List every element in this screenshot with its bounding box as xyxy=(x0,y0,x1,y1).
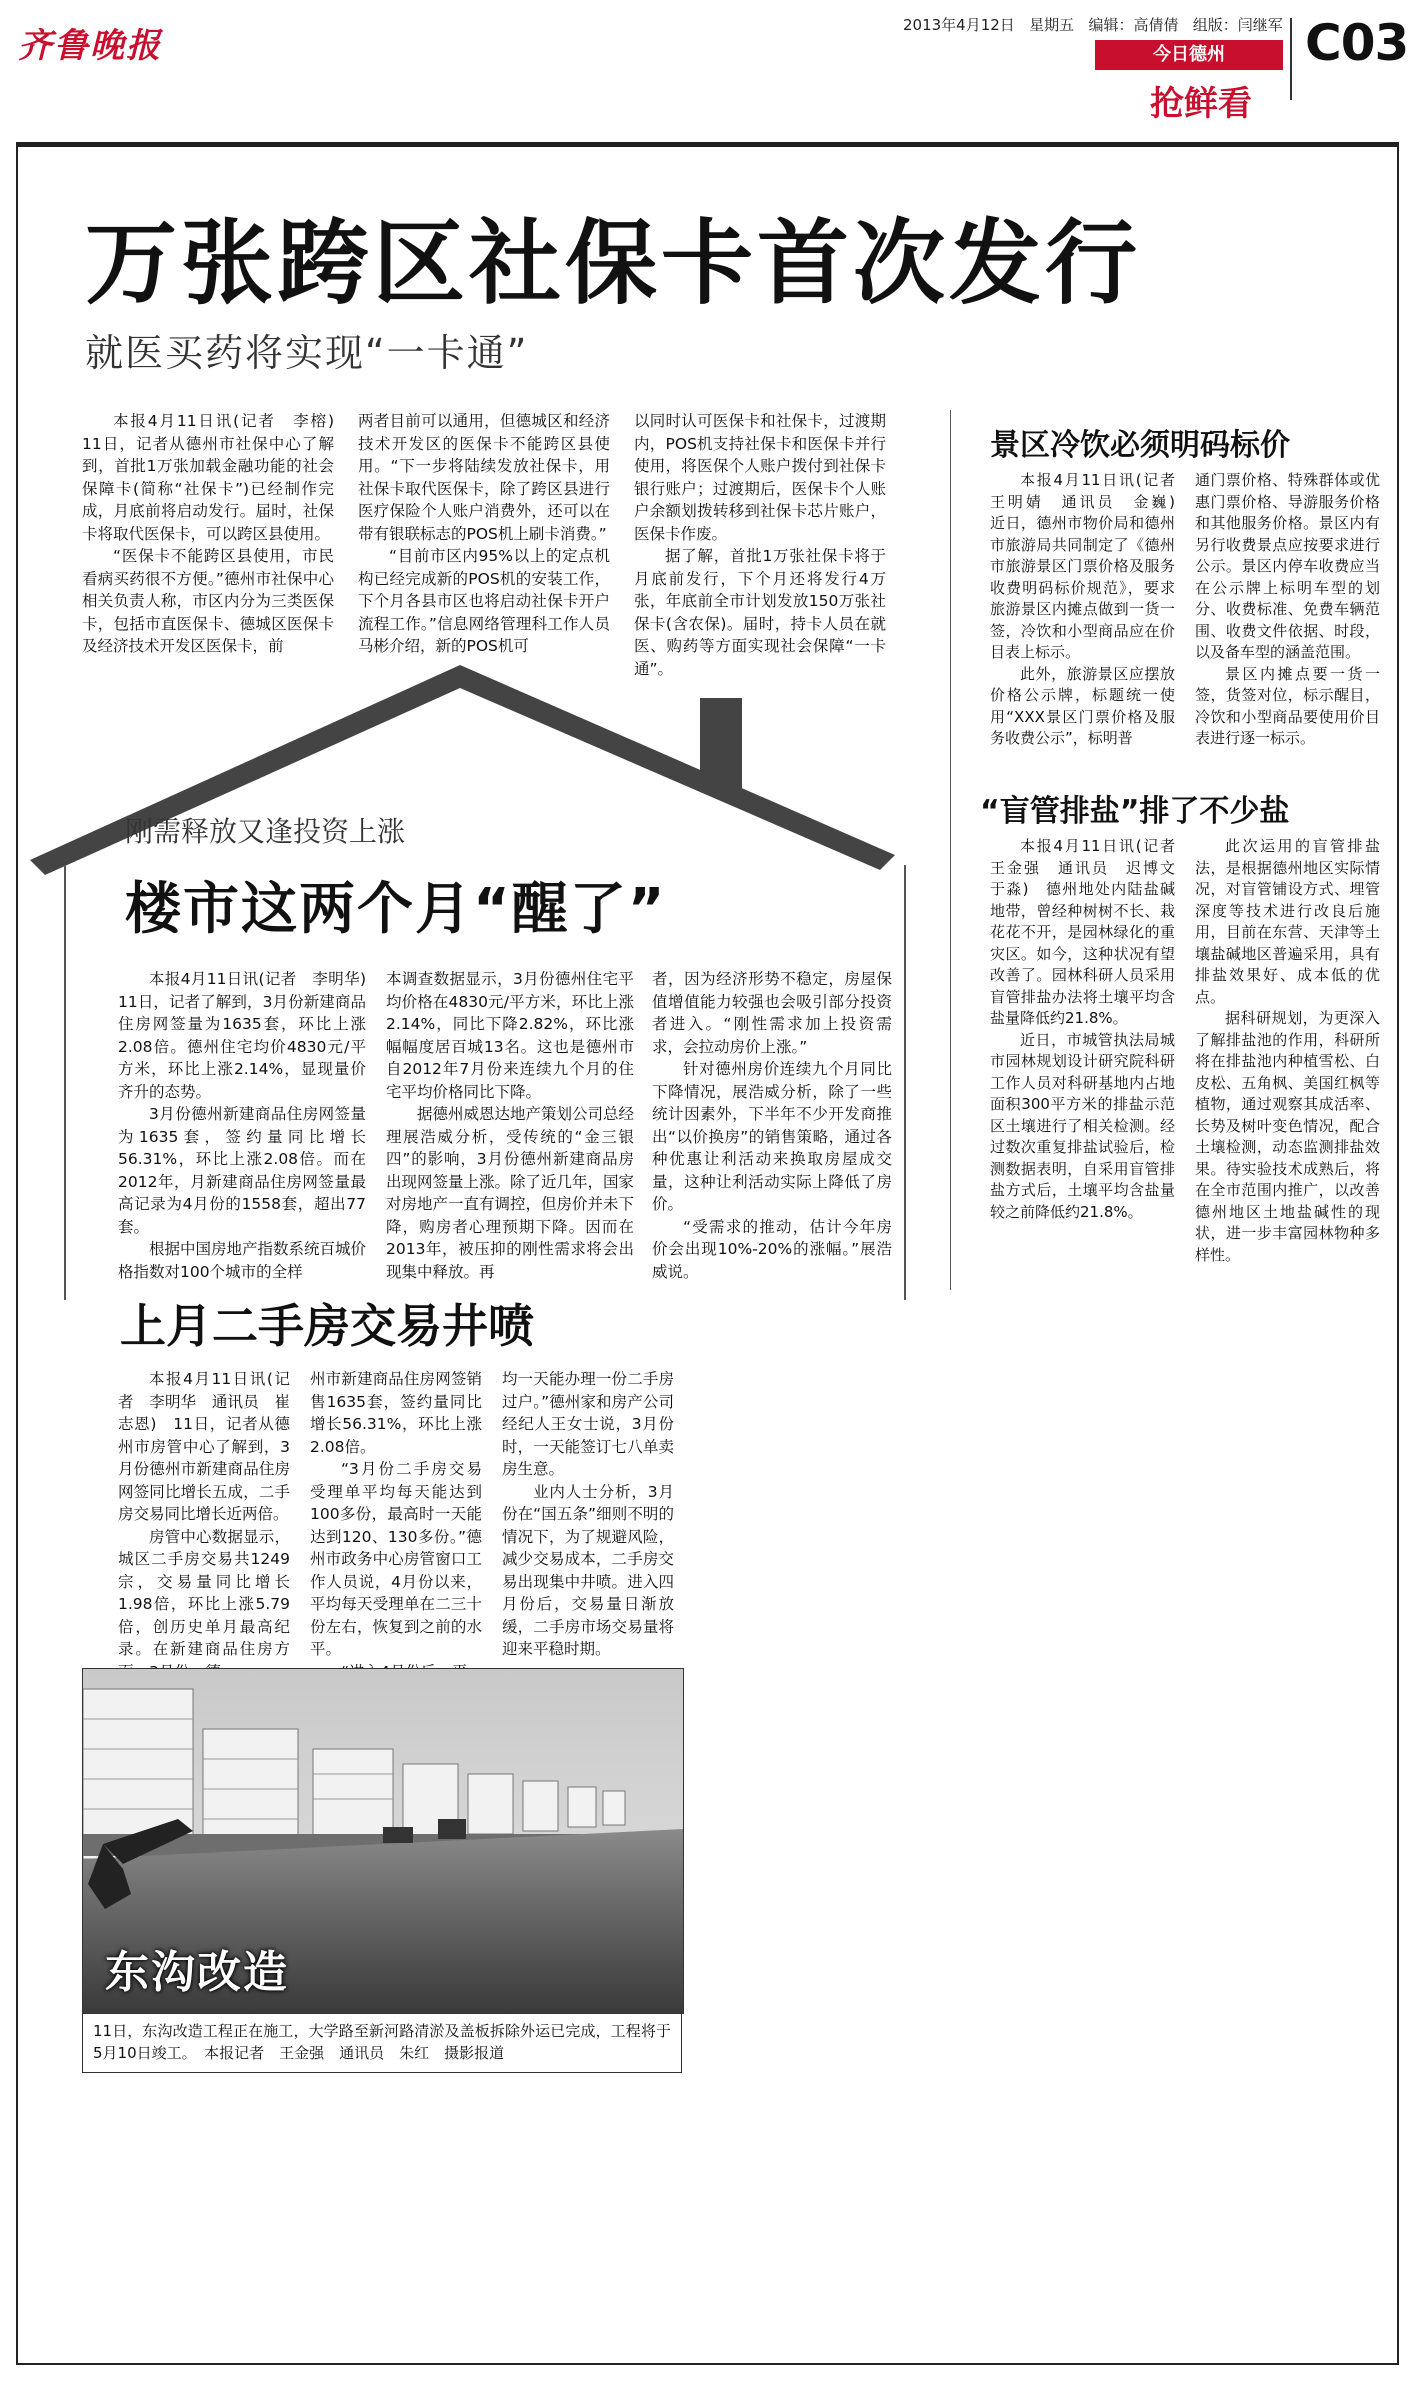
sidebar1-column-2 xyxy=(1195,470,1380,750)
paragraph: 据了解，首批1万张社保卡将于月底前发行，下个月还将发行4万张，年底前全市计划发放150万张社保卡(含农保)。届时，持卡人员在就医、购药等方面实现社会保障“一卡通”。 xyxy=(634,547,886,678)
issue-weekday: 星期五 xyxy=(1029,16,1075,34)
paragraph: 本报4月11日讯(记者 王明婧 通讯员 金巍) 近日，德州市物价局和德州市旅游局共同制定了《德州市旅游景区门票价格及服务收费明码标价规范》，要求旅游景区内摊点做到一货一签，冷饮和小型商品应在价目表上标示。 xyxy=(990,471,1191,661)
paragraph: 本报4月11日讯(记者 李榕) 11日，记者从德州市社保中心了解到，首批1万张加载金融功能的社会保障卡(简称“社保卡”)已经制作完成，月底前将启动发行。届时，社保卡将取代医保卡，可以跨区县使用。 xyxy=(82,412,350,543)
page-number: C03 xyxy=(1305,14,1409,72)
lead-headline: 万张跨区社保卡首次发行 xyxy=(85,210,1142,317)
issue-meta xyxy=(903,14,1283,35)
paragraph: 均一天能办理一份二手房过户。”德州家和房产公司经纪人王女士说，3月份时，一天能签订七八单卖房生意。 xyxy=(502,1370,674,1478)
section-badge: 今日德州 xyxy=(1095,40,1283,70)
paragraph: “3月份二手房交易受理单平均每天能达到100多份，最高时一天能达到120、130多份。”德州市政务中心房管窗口工作人员说，4月份以来，平均每天受理单在二三十份左右，恢复到之前的水平。 xyxy=(310,1460,482,1658)
paragraph: 通门票价格、特殊群体或优惠门票价格、导游服务价格和其他服务价格。景区内有另行收费景点应按要求进行公示。景区内停车收费应当在公示牌上标明车型的划分、收费标准、免费车辆范围、收费文件依据、时段，以及备车型的涵盖范围。 xyxy=(1195,471,1380,661)
paragraph: 景区内摊点要一货一签，货签对位，标示醒目，冷饮和小型商品要使用价目表进行逐一标示。 xyxy=(1195,664,1380,747)
photo-title: 东沟改造 xyxy=(105,1947,289,1998)
paragraph: 业内人士分析，3月份在“国五条”细则不明的情况下，为了规避风险，减少交易成本，二手房交易出现集中井喷。进入四月份后，交易量日渐放缓，二手房市场交易量将迎来平稳时期。 xyxy=(502,1482,674,1658)
secondhand-column-1 xyxy=(118,1368,290,1683)
sidebar1-column-1 xyxy=(990,470,1191,750)
layout-credit: 组版：闫继军 xyxy=(1192,16,1283,34)
paragraph: 根据中国房地产指数系统百城价格指数对100个城市的全样 xyxy=(118,1240,367,1281)
paragraph: 此外，旅游景区应摆放价格公示牌，标题统一使用“XXX景区门票价格及服务收费公示”，标明普 xyxy=(990,664,1175,747)
lead-column-3 xyxy=(634,410,886,680)
paragraph: 据科研规划，为更深入了解排盐池的作用，科研所将在排盐池内种植雪松、白皮松、五角枫、美国红枫等植物，通过观察其成活率、长势及树叶变色情况，配合土壤检测，动态监测排盐效果。待实验技术成熟后，将在全市范围内推广，以改善德州地区土地盐碱性的现状，进一步丰富园林物种多样性。 xyxy=(1195,1009,1380,1264)
chimney-icon xyxy=(700,698,742,788)
housing-column-2 xyxy=(386,968,634,1283)
photo-caption: 11日，东沟改造工程正在施工，大学路至新河路清淤及盖板拆除外运已完成，工程将于5月10日竣工。 本报记者 王金强 通讯员 朱红 摄影报道 xyxy=(82,2012,682,2073)
paragraph: 3月份德州新建商品住房网签量为1635套，签约量同比增长56.31%，环比上涨2.08倍。而在2012年，月新建商品住房网签量最高记录为4月份的1558套，超出77套。 xyxy=(118,1105,366,1236)
paragraph: 者，因为经济形势不稳定，房屋保值增值能力较强也会吸引部分投资者进入。“刚性需求加上投资需求，会拉动房价上涨。” xyxy=(652,970,892,1056)
paragraph: 针对德州房价连续九个月同比下降情况，展浩威分析，除了一些统计因素外，下半年不少开发商推出“以价换房”的销售策略，通过各种优惠让利活动来换取房屋成交量，这种让利活动实际上降低了房价。 xyxy=(652,1060,892,1213)
paragraph: 州市新建商品住房网签销售1635套，签约量同比增长56.31%，环比上涨2.08倍。 xyxy=(310,1370,482,1456)
sidebar2-headline: “盲管排盐”排了不少盐 xyxy=(980,794,1290,829)
paragraph: 此次运用的盲管排盐法，是根据德州地区实际情况，对盲管铺设方式、埋管深度等技术进行改良后施用，目前在东营、天津等土壤盐碱地区普遍采用，具有排盐效果好、成本低的优点。 xyxy=(1195,837,1380,1006)
paragraph: 本报4月11日讯(记者 李明华 通讯员 崔志恩) 11日，记者从德州市房管中心了解到，3月份德州市新建商品住房网签同比增长五成，二手房交易同比增长近两倍。 xyxy=(118,1370,290,1523)
sidebar2-column-1 xyxy=(990,836,1191,1223)
secondhand-column-3 xyxy=(502,1368,674,1661)
sidebar2-column-2 xyxy=(1195,836,1380,1266)
paragraph: 近日，市城管执法局城市园林规划设计研究院科研工作人员对科研基地内占地面积300平方米的排盐示范区土壤进行了相关检测。经过数次重复排盐试验后，检测数据表明，自采用盲管排盐方式后，土壤平均含盐量较之前降低约21.8%。 xyxy=(990,1030,1175,1221)
housing-headline: 楼市这两个月“醒了” xyxy=(125,877,667,942)
paragraph: “受需求的推动，估计今年房价会出现10%-20%的涨幅。”展浩威说。 xyxy=(652,1217,892,1281)
lead-subheadline: 就医买药将实现“一卡通” xyxy=(85,331,529,375)
header-divider xyxy=(1290,18,1292,100)
paragraph: 据德州威恩达地产策划公司总经理展浩威分析，受传统的“金三银四”的影响，3月份德州新建商品房出现网签量上涨。除了近几年，国家对房地产一直有调控，但房价并未下降，购房者心理预期下降。因而在2013年，被压抑的刚性需求将会出现集中释放。再 xyxy=(386,1105,635,1281)
housing-kicker: 刚需释放又逢投资上涨 xyxy=(125,815,406,848)
paragraph: “目前市区内95%以上的定点机构已经完成新的POS机的安装工作，下个月各县市区也将启动社保卡开户流程工作。”信息网络管理科工作人员马彬介绍，新的POS机可 xyxy=(358,547,610,655)
paragraph: 本报4月11日讯(记者 李明华) 11日，记者了解到，3月份新建商品住房网签量为1635套，环比上涨2.08倍。德州住宅均价4830元/平方米，环比上涨2.14%，显现量价齐升的态势。 xyxy=(118,970,382,1101)
lead-column-2 xyxy=(358,410,610,658)
editor-credit: 编辑：高倩倩 xyxy=(1088,16,1179,34)
paragraph: 以同时认可医保卡和社保卡，过渡期内，POS机支持社保卡和医保卡并行使用，将医保个人账户拨付到社保卡银行账户；过渡期后，医保卡个人账户余额划拨转移到社保卡芯片账户，医保卡作废。 xyxy=(634,412,886,543)
section-subtitle: 抢鲜看 xyxy=(1150,84,1252,124)
secondhand-column-2 xyxy=(310,1368,482,1683)
paragraph: “医保卡不能跨区县使用，市民看病买药很不方便。”德州市社保中心相关负责人称，市区内分为三类医保卡，包括市直医保卡、德城区医保卡及经济技术开发区医保卡，前 xyxy=(82,547,334,655)
housing-column-3 xyxy=(652,968,892,1283)
secondhand-headline: 上月二手房交易井喷 xyxy=(120,1299,534,1353)
sidebar1-headline: 景区冷饮必须明码标价 xyxy=(990,428,1290,463)
paragraph: 两者目前可以通用，但德城区和经济技术开发区的医保卡不能跨区县使用。“下一步将陆续发放社保卡，用社保卡取代医保卡，除了跨区县进行医疗保险个人账户消费外，还可以在带有银联标志的POS机上刷卡消费。” xyxy=(358,412,610,543)
housing-column-1 xyxy=(118,968,382,1283)
issue-date: 2013年4月12日 xyxy=(903,16,1015,34)
sidebar-divider xyxy=(950,410,951,1290)
paragraph: 本报4月11日讯(记者 王金强 通讯员 迟博文 于淼) 德州地处内陆盐碱地带，曾经种树树不长、栽花花不开，是园林绿化的重灾区。如今，这种状况有望改善了。园林科研人员采用盲管排盐办法将土壤平均含盐量降低约21.8%。 xyxy=(990,837,1191,1027)
newspaper-logo: 齐鲁晚报 xyxy=(18,26,162,66)
paragraph: 房管中心数据显示，城区二手房交易共1249宗，交易量同比增长1.98倍，环比上涨5.79倍，创历史单月最高纪录。在新建商品住房方 xyxy=(118,1527,290,1658)
lead-column-1 xyxy=(82,410,350,658)
paragraph: 本调查数据显示，3月份德州住宅平均价格在4830元/平方米，环比上涨2.14%，同比下降2.82%，环比涨幅幅度居百城13名。这也是德州市自2012年7月份来连续九个月的住宅平均价格同比下降。 xyxy=(386,970,634,1101)
